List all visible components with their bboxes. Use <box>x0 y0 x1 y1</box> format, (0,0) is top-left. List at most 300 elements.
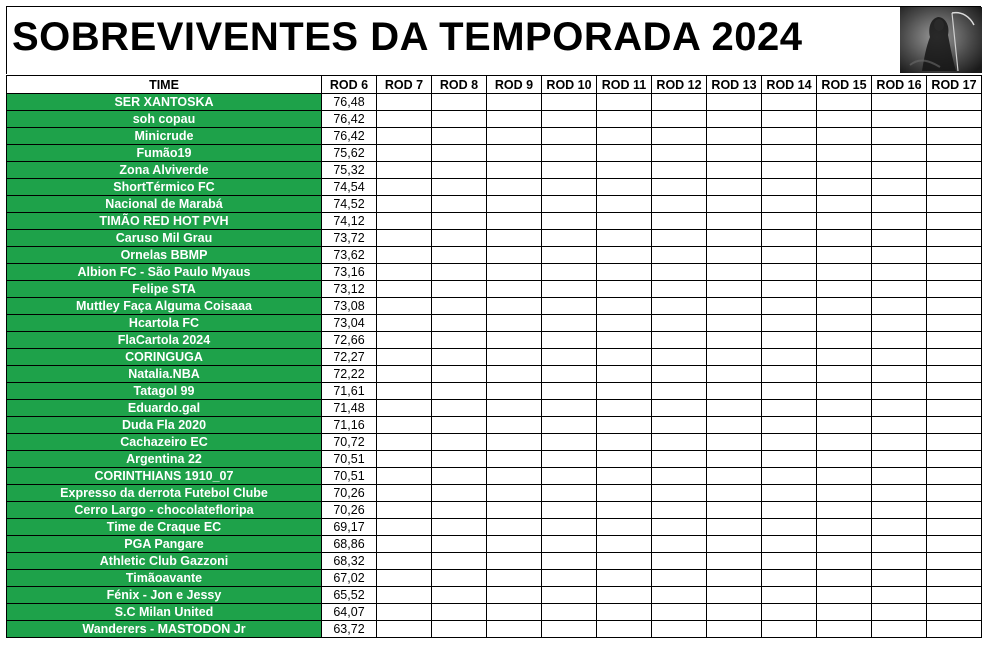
team-name-cell: Cachazeiro EC <box>7 434 322 451</box>
empty-score-cell <box>652 502 707 519</box>
empty-score-cell <box>377 502 432 519</box>
rod6-score-cell: 73,12 <box>322 281 377 298</box>
empty-score-cell <box>762 451 817 468</box>
empty-score-cell <box>597 145 652 162</box>
empty-score-cell <box>597 587 652 604</box>
team-name-cell: PGA Pangare <box>7 536 322 553</box>
empty-score-cell <box>377 162 432 179</box>
empty-score-cell <box>597 247 652 264</box>
empty-score-cell <box>377 621 432 638</box>
empty-score-cell <box>817 128 872 145</box>
empty-score-cell <box>817 383 872 400</box>
team-name-cell: Zona Alviverde <box>7 162 322 179</box>
empty-score-cell <box>542 162 597 179</box>
empty-score-cell <box>432 502 487 519</box>
team-name-cell: Athletic Club Gazzoni <box>7 553 322 570</box>
empty-score-cell <box>872 145 927 162</box>
empty-score-cell <box>487 417 542 434</box>
empty-score-cell <box>817 570 872 587</box>
empty-score-cell <box>817 502 872 519</box>
empty-score-cell <box>487 196 542 213</box>
rod6-score-cell: 74,12 <box>322 213 377 230</box>
rod6-score-cell: 73,04 <box>322 315 377 332</box>
empty-score-cell <box>432 383 487 400</box>
empty-score-cell <box>707 94 762 111</box>
rod6-score-cell: 70,72 <box>322 434 377 451</box>
empty-score-cell <box>432 553 487 570</box>
empty-score-cell <box>652 230 707 247</box>
empty-score-cell <box>432 417 487 434</box>
empty-score-cell <box>707 145 762 162</box>
empty-score-cell <box>762 468 817 485</box>
empty-score-cell <box>817 281 872 298</box>
empty-score-cell <box>872 485 927 502</box>
empty-score-cell <box>542 298 597 315</box>
empty-score-cell <box>927 536 982 553</box>
empty-score-cell <box>707 604 762 621</box>
empty-score-cell <box>652 298 707 315</box>
empty-score-cell <box>377 128 432 145</box>
empty-score-cell <box>817 111 872 128</box>
empty-score-cell <box>817 162 872 179</box>
empty-score-cell <box>927 417 982 434</box>
empty-score-cell <box>377 536 432 553</box>
team-name-cell: Tatagol 99 <box>7 383 322 400</box>
table-row <box>7 230 982 247</box>
team-name-cell: CORINGUGA <box>7 349 322 366</box>
empty-score-cell <box>817 604 872 621</box>
rod6-score-cell: 72,22 <box>322 366 377 383</box>
empty-score-cell <box>707 417 762 434</box>
team-name-cell: Natalia.NBA <box>7 366 322 383</box>
header-rod-7: ROD 12 <box>652 76 707 94</box>
empty-score-cell <box>377 383 432 400</box>
empty-score-cell <box>597 485 652 502</box>
empty-score-cell <box>487 349 542 366</box>
empty-score-cell <box>817 519 872 536</box>
team-name-cell: ShortTérmico FC <box>7 179 322 196</box>
table-row <box>7 111 982 128</box>
table-row <box>7 264 982 281</box>
empty-score-cell <box>762 570 817 587</box>
header-rod-9: ROD 14 <box>762 76 817 94</box>
empty-score-cell <box>872 111 927 128</box>
empty-score-cell <box>762 400 817 417</box>
rod6-score-cell: 71,61 <box>322 383 377 400</box>
rod6-score-cell: 70,51 <box>322 451 377 468</box>
empty-score-cell <box>872 400 927 417</box>
empty-score-cell <box>762 485 817 502</box>
empty-score-cell <box>817 247 872 264</box>
rod6-score-cell: 70,26 <box>322 485 377 502</box>
team-name-cell: Timãoavante <box>7 570 322 587</box>
empty-score-cell <box>872 315 927 332</box>
empty-score-cell <box>652 332 707 349</box>
empty-score-cell <box>432 349 487 366</box>
empty-score-cell <box>432 179 487 196</box>
empty-score-cell <box>762 383 817 400</box>
rod6-score-cell: 63,72 <box>322 621 377 638</box>
empty-score-cell <box>487 111 542 128</box>
table-row <box>7 570 982 587</box>
empty-score-cell <box>597 315 652 332</box>
table-row <box>7 400 982 417</box>
empty-score-cell <box>377 366 432 383</box>
empty-score-cell <box>762 94 817 111</box>
empty-score-cell <box>872 519 927 536</box>
empty-score-cell <box>927 587 982 604</box>
empty-score-cell <box>817 196 872 213</box>
empty-score-cell <box>652 417 707 434</box>
empty-score-cell <box>762 553 817 570</box>
empty-score-cell <box>542 570 597 587</box>
rod6-score-cell: 75,62 <box>322 145 377 162</box>
empty-score-cell <box>707 553 762 570</box>
rod6-score-cell: 68,86 <box>322 536 377 553</box>
table-row <box>7 536 982 553</box>
empty-score-cell <box>432 247 487 264</box>
empty-score-cell <box>652 536 707 553</box>
team-name-cell: Argentina 22 <box>7 451 322 468</box>
empty-score-cell <box>762 604 817 621</box>
empty-score-cell <box>652 145 707 162</box>
empty-score-cell <box>597 553 652 570</box>
team-name-cell: Felipe STA <box>7 281 322 298</box>
empty-score-cell <box>707 383 762 400</box>
empty-score-cell <box>597 519 652 536</box>
empty-score-cell <box>487 366 542 383</box>
empty-score-cell <box>707 570 762 587</box>
empty-score-cell <box>762 502 817 519</box>
empty-score-cell <box>652 570 707 587</box>
empty-score-cell <box>762 621 817 638</box>
table-row <box>7 145 982 162</box>
header-rod-2: ROD 7 <box>377 76 432 94</box>
empty-score-cell <box>872 468 927 485</box>
team-name-cell: Nacional de Marabá <box>7 196 322 213</box>
empty-score-cell <box>927 213 982 230</box>
empty-score-cell <box>597 281 652 298</box>
empty-score-cell <box>872 604 927 621</box>
table-row <box>7 366 982 383</box>
table-row <box>7 213 982 230</box>
rod6-score-cell: 71,48 <box>322 400 377 417</box>
empty-score-cell <box>487 621 542 638</box>
rod6-score-cell: 69,17 <box>322 519 377 536</box>
empty-score-cell <box>432 621 487 638</box>
empty-score-cell <box>597 162 652 179</box>
empty-score-cell <box>652 247 707 264</box>
empty-score-cell <box>762 247 817 264</box>
empty-score-cell <box>432 332 487 349</box>
empty-score-cell <box>487 128 542 145</box>
empty-score-cell <box>817 145 872 162</box>
empty-score-cell <box>652 451 707 468</box>
empty-score-cell <box>542 281 597 298</box>
header-rod-12: ROD 17 <box>927 76 982 94</box>
empty-score-cell <box>597 179 652 196</box>
team-name-cell: FlaCartola 2024 <box>7 332 322 349</box>
table-row <box>7 553 982 570</box>
empty-score-cell <box>487 502 542 519</box>
empty-score-cell <box>762 536 817 553</box>
empty-score-cell <box>377 196 432 213</box>
rod6-score-cell: 76,42 <box>322 111 377 128</box>
empty-score-cell <box>652 94 707 111</box>
empty-score-cell <box>432 298 487 315</box>
empty-score-cell <box>377 587 432 604</box>
empty-score-cell <box>487 434 542 451</box>
table-row <box>7 485 982 502</box>
empty-score-cell <box>542 434 597 451</box>
table-row <box>7 332 982 349</box>
empty-score-cell <box>872 536 927 553</box>
empty-score-cell <box>762 519 817 536</box>
table-row <box>7 247 982 264</box>
empty-score-cell <box>597 604 652 621</box>
empty-score-cell <box>597 417 652 434</box>
empty-score-cell <box>542 230 597 247</box>
empty-score-cell <box>652 485 707 502</box>
empty-score-cell <box>377 145 432 162</box>
empty-score-cell <box>652 587 707 604</box>
empty-score-cell <box>707 519 762 536</box>
header-rod-5: ROD 10 <box>542 76 597 94</box>
table-row <box>7 519 982 536</box>
empty-score-cell <box>927 315 982 332</box>
team-name-cell: Fumão19 <box>7 145 322 162</box>
empty-score-cell <box>377 315 432 332</box>
empty-score-cell <box>432 400 487 417</box>
rod6-score-cell: 73,62 <box>322 247 377 264</box>
empty-score-cell <box>377 230 432 247</box>
empty-score-cell <box>377 179 432 196</box>
empty-score-cell <box>652 264 707 281</box>
empty-score-cell <box>542 94 597 111</box>
empty-score-cell <box>432 366 487 383</box>
empty-score-cell <box>927 230 982 247</box>
empty-score-cell <box>872 281 927 298</box>
team-name-cell: soh copau <box>7 111 322 128</box>
empty-score-cell <box>927 621 982 638</box>
table-row <box>7 604 982 621</box>
empty-score-cell <box>927 281 982 298</box>
empty-score-cell <box>762 196 817 213</box>
empty-score-cell <box>927 128 982 145</box>
empty-score-cell <box>762 417 817 434</box>
empty-score-cell <box>652 213 707 230</box>
empty-score-cell <box>927 94 982 111</box>
team-name-cell: Cerro Largo - chocolatefloripa <box>7 502 322 519</box>
empty-score-cell <box>707 162 762 179</box>
empty-score-cell <box>872 502 927 519</box>
empty-score-cell <box>927 570 982 587</box>
empty-score-cell <box>432 536 487 553</box>
empty-score-cell <box>597 298 652 315</box>
empty-score-cell <box>377 281 432 298</box>
empty-score-cell <box>707 587 762 604</box>
empty-score-cell <box>927 383 982 400</box>
empty-score-cell <box>927 145 982 162</box>
empty-score-cell <box>377 94 432 111</box>
rod6-score-cell: 71,16 <box>322 417 377 434</box>
empty-score-cell <box>597 111 652 128</box>
empty-score-cell <box>597 230 652 247</box>
empty-score-cell <box>597 451 652 468</box>
empty-score-cell <box>652 400 707 417</box>
empty-score-cell <box>927 366 982 383</box>
empty-score-cell <box>542 213 597 230</box>
empty-score-cell <box>487 383 542 400</box>
team-name-cell: Hcartola FC <box>7 315 322 332</box>
empty-score-cell <box>542 128 597 145</box>
header-rod-11: ROD 16 <box>872 76 927 94</box>
empty-score-cell <box>817 434 872 451</box>
empty-score-cell <box>652 179 707 196</box>
header-row <box>7 76 982 94</box>
empty-score-cell <box>652 128 707 145</box>
empty-score-cell <box>487 468 542 485</box>
empty-score-cell <box>817 468 872 485</box>
empty-score-cell <box>707 281 762 298</box>
empty-score-cell <box>542 587 597 604</box>
empty-score-cell <box>707 366 762 383</box>
empty-score-cell <box>652 366 707 383</box>
rod6-score-cell: 70,26 <box>322 502 377 519</box>
empty-score-cell <box>652 111 707 128</box>
rod6-score-cell: 73,16 <box>322 264 377 281</box>
table-row <box>7 417 982 434</box>
empty-score-cell <box>817 349 872 366</box>
rod6-score-cell: 76,42 <box>322 128 377 145</box>
empty-score-cell <box>377 264 432 281</box>
empty-score-cell <box>432 468 487 485</box>
empty-score-cell <box>542 621 597 638</box>
empty-score-cell <box>542 366 597 383</box>
empty-score-cell <box>487 451 542 468</box>
empty-score-cell <box>872 230 927 247</box>
empty-score-cell <box>707 502 762 519</box>
empty-score-cell <box>487 213 542 230</box>
empty-score-cell <box>652 519 707 536</box>
table-row <box>7 468 982 485</box>
empty-score-cell <box>927 111 982 128</box>
empty-score-cell <box>487 485 542 502</box>
header-rod-8: ROD 13 <box>707 76 762 94</box>
table-row <box>7 349 982 366</box>
empty-score-cell <box>872 417 927 434</box>
rod6-score-cell: 74,54 <box>322 179 377 196</box>
empty-score-cell <box>707 485 762 502</box>
empty-score-cell <box>707 332 762 349</box>
empty-score-cell <box>927 519 982 536</box>
team-name-cell: Time de Craque EC <box>7 519 322 536</box>
empty-score-cell <box>432 604 487 621</box>
empty-score-cell <box>927 485 982 502</box>
empty-score-cell <box>762 281 817 298</box>
empty-score-cell <box>762 230 817 247</box>
empty-score-cell <box>927 451 982 468</box>
empty-score-cell <box>652 383 707 400</box>
empty-score-cell <box>487 587 542 604</box>
empty-score-cell <box>597 196 652 213</box>
empty-score-cell <box>487 570 542 587</box>
empty-score-cell <box>432 196 487 213</box>
empty-score-cell <box>487 281 542 298</box>
empty-score-cell <box>377 298 432 315</box>
rod6-score-cell: 72,66 <box>322 332 377 349</box>
empty-score-cell <box>707 179 762 196</box>
empty-score-cell <box>707 128 762 145</box>
empty-score-cell <box>817 587 872 604</box>
empty-score-cell <box>542 349 597 366</box>
table-row <box>7 451 982 468</box>
empty-score-cell <box>652 553 707 570</box>
empty-score-cell <box>542 519 597 536</box>
empty-score-cell <box>377 332 432 349</box>
empty-score-cell <box>377 604 432 621</box>
empty-score-cell <box>432 434 487 451</box>
survivors-table <box>6 75 982 638</box>
table-row <box>7 502 982 519</box>
rod6-score-cell: 72,27 <box>322 349 377 366</box>
empty-score-cell <box>432 451 487 468</box>
table-row <box>7 315 982 332</box>
empty-score-cell <box>872 349 927 366</box>
empty-score-cell <box>707 434 762 451</box>
team-name-cell: Ornelas BBMP <box>7 247 322 264</box>
empty-score-cell <box>927 179 982 196</box>
empty-score-cell <box>707 400 762 417</box>
empty-score-cell <box>652 621 707 638</box>
empty-score-cell <box>817 332 872 349</box>
empty-score-cell <box>927 502 982 519</box>
team-name-cell: CORINTHIANS 1910_07 <box>7 468 322 485</box>
empty-score-cell <box>707 349 762 366</box>
empty-score-cell <box>817 213 872 230</box>
rod6-score-cell: 75,32 <box>322 162 377 179</box>
rod6-score-cell: 64,07 <box>322 604 377 621</box>
empty-score-cell <box>432 519 487 536</box>
empty-score-cell <box>432 94 487 111</box>
empty-score-cell <box>762 213 817 230</box>
empty-score-cell <box>927 298 982 315</box>
empty-score-cell <box>817 417 872 434</box>
empty-score-cell <box>817 315 872 332</box>
empty-score-cell <box>652 281 707 298</box>
empty-score-cell <box>487 536 542 553</box>
empty-score-cell <box>927 468 982 485</box>
empty-score-cell <box>872 179 927 196</box>
team-name-cell: Expresso da derrota Futebol Clube <box>7 485 322 502</box>
empty-score-cell <box>432 111 487 128</box>
empty-score-cell <box>872 213 927 230</box>
empty-score-cell <box>597 94 652 111</box>
empty-score-cell <box>377 111 432 128</box>
empty-score-cell <box>707 298 762 315</box>
empty-score-cell <box>542 145 597 162</box>
empty-score-cell <box>927 349 982 366</box>
empty-score-cell <box>652 434 707 451</box>
team-name-cell: Fénix - Jon e Jessy <box>7 587 322 604</box>
empty-score-cell <box>872 451 927 468</box>
team-name-cell: Albion FC - São Paulo Myaus <box>7 264 322 281</box>
empty-score-cell <box>927 247 982 264</box>
empty-score-cell <box>597 570 652 587</box>
empty-score-cell <box>762 587 817 604</box>
empty-score-cell <box>817 94 872 111</box>
grim-reaper-image <box>900 7 982 73</box>
